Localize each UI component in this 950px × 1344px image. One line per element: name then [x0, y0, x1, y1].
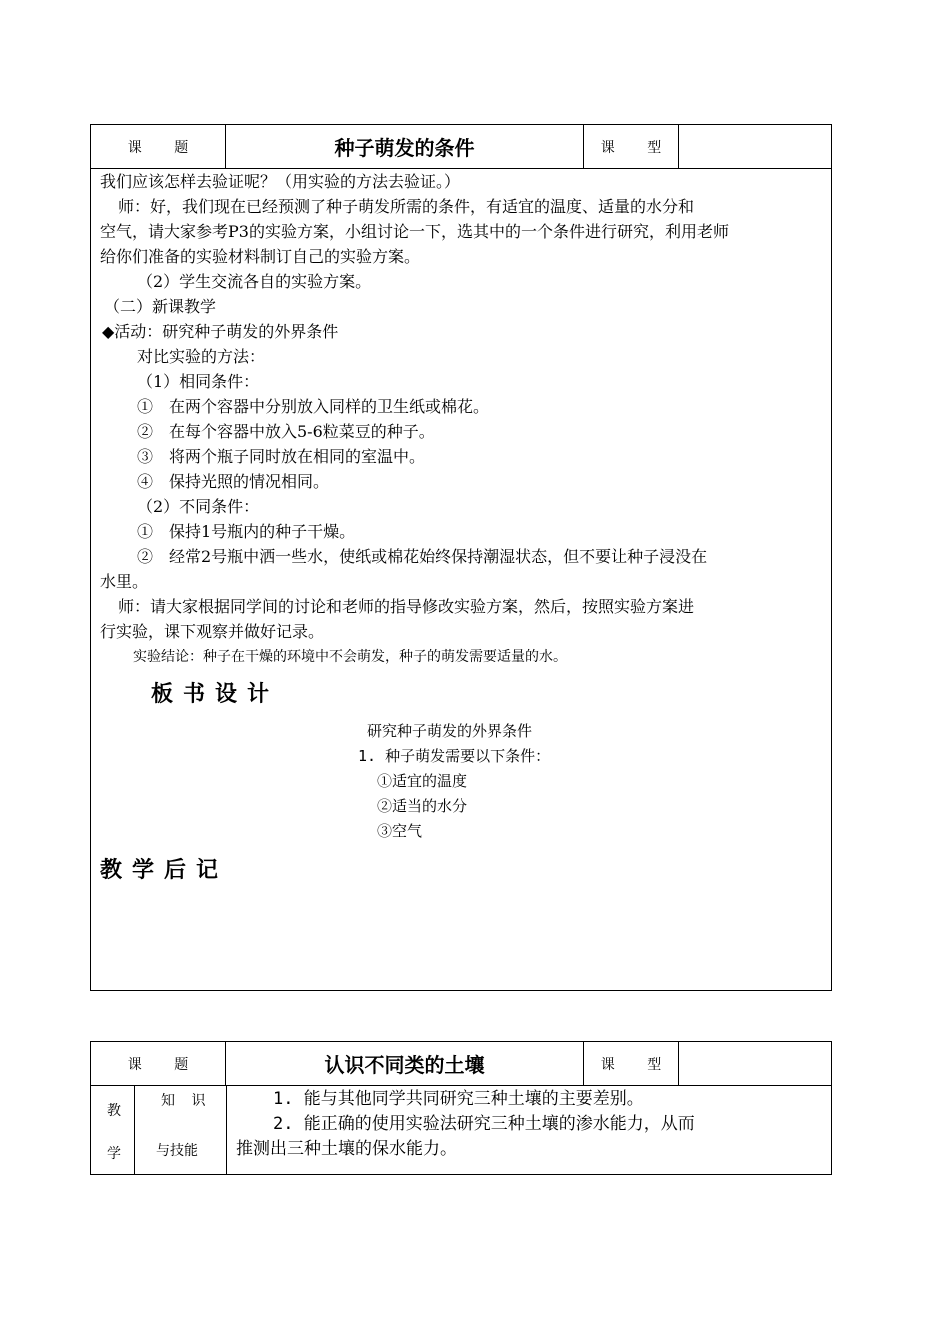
divider: [134, 1086, 135, 1174]
lesson-header-1: [91, 125, 831, 169]
lesson-title: 认识不同类的土壤: [226, 1042, 584, 1085]
board-design-heading: 板书设计: [151, 681, 280, 707]
type-value: [679, 1042, 831, 1085]
text-line: 我们应该怎样去验证呢？（用实验的方法去验证。）: [100, 172, 461, 191]
board-condition-2: ②适当的水分: [377, 797, 468, 815]
text-line: （2）学生交流各自的实验方案。: [137, 272, 372, 291]
board-condition-1: ①适宜的温度: [377, 772, 468, 790]
text-line: 水里。: [100, 572, 149, 591]
text-line: 师：好，我们现在已经预测了种子萌发所需的条件，有适宜的温度、适量的水分和: [118, 197, 695, 216]
lesson-table-1: [90, 124, 832, 991]
lesson-title: 种子萌发的条件: [226, 125, 584, 168]
text-line: 师：请大家根据同学间的讨论和老师的指导修改实验方案，然后，按照实验方案进: [118, 597, 695, 616]
side-label: 学: [107, 1146, 121, 1162]
board-title: 研究种子萌发的外界条件: [367, 722, 533, 740]
board-item-1: 1. 种子萌发需要以下条件：: [358, 747, 551, 765]
sub-label: 知 识: [161, 1093, 212, 1109]
lesson-table-2: [90, 1041, 832, 1175]
objective-line: 1. 能与其他同学共同研究三种土壤的主要差别。: [273, 1089, 644, 1109]
text-line: ① 在两个容器中分别放入同样的卫生纸或棉花。: [137, 397, 490, 416]
text-line: ③ 将两个瓶子同时放在相同的室温中。: [137, 447, 426, 466]
text-line: 行实验，课下观察并做好记录。: [100, 622, 325, 641]
objectives-row: [91, 1086, 831, 1174]
conclusion-line: 实验结论：种子在干燥的环境中不会萌发，种子的萌发需要适量的水。: [133, 649, 567, 665]
text-line: ④ 保持光照的情况相同。: [137, 472, 330, 491]
lesson-body-1: [91, 169, 831, 989]
board-condition-3: ③空气: [377, 822, 423, 840]
topic-label: 课 题: [91, 125, 226, 168]
lesson-header-2: [91, 1042, 831, 1086]
text-line: ② 经常2号瓶中洒一些水，使纸或棉花始终保持潮湿状态，但不要让种子浸没在: [137, 547, 708, 566]
sub-label: 与技能: [156, 1143, 198, 1159]
text-line: 空气，请大家参考P3的实验方案，小组讨论一下，选其中的一个条件进行研究，利用老师: [100, 222, 729, 241]
topic-label: 课 题: [91, 1042, 226, 1085]
type-label: 课 型: [584, 125, 679, 168]
text-line: ② 在每个容器中放入5-6粒菜豆的种子。: [137, 422, 435, 441]
text-line: 给你们准备的实验材料制订自己的实验方案。: [100, 247, 421, 266]
text-line: （2）不同条件：: [137, 497, 260, 516]
postscript-heading: 教学后记: [100, 857, 229, 883]
divider: [226, 1086, 227, 1174]
type-value: [679, 125, 831, 168]
text-line: 对比实验的方法：: [137, 347, 266, 366]
objective-line: 推测出三种土壤的保水能力。: [236, 1139, 457, 1159]
text-line: （1）相同条件：: [137, 372, 260, 391]
type-label: 课 型: [584, 1042, 679, 1085]
objective-line: 2. 能正确的使用实验法研究三种土壤的渗水能力，从而: [273, 1114, 695, 1134]
text-line: ① 保持1号瓶内的种子干燥。: [137, 522, 356, 541]
text-line: ◆活动：研究种子萌发的外界条件: [102, 322, 339, 341]
text-line: （二）新课教学: [104, 297, 217, 316]
side-label: 教: [107, 1103, 121, 1119]
